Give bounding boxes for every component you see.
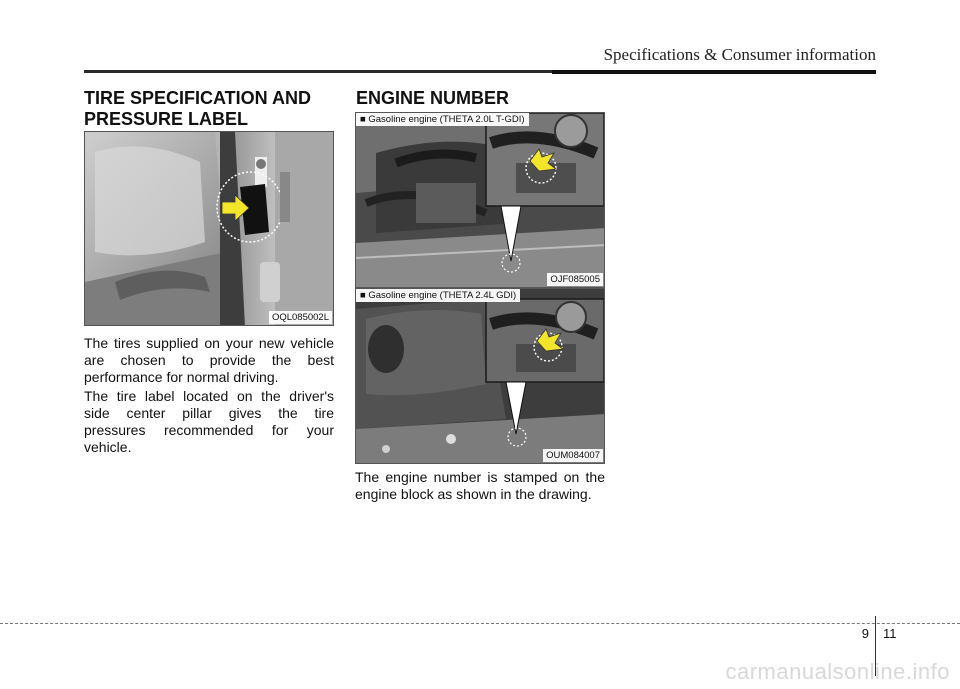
- engine-photo-1-caption: ■ Gasoline engine (THETA 2.0L T-GDI): [356, 113, 529, 126]
- tire-title-line2: PRESSURE LABEL: [84, 109, 249, 129]
- tire-title-line1: TIRE SPECIFICATION AND: [84, 88, 312, 108]
- engine-section-title: ENGINE NUMBER: [356, 88, 510, 108]
- engine-photo-theta-2-0: [355, 112, 605, 288]
- tire-photo-code: OQL085002L: [269, 311, 332, 324]
- footer-rule: [0, 623, 960, 624]
- engine-paragraph: The engine number is stamped on the engine block as shown in the drawing.: [355, 469, 605, 502]
- header-rule: [84, 70, 876, 73]
- tire-paragraph-2: The tire label located on the driver's side center pillar gives the tire pressures recommended for your vehicle.: [84, 388, 334, 455]
- engine-photo-theta-2-4: [355, 288, 605, 464]
- tire-paragraph-1: The tires supplied on your new vehicle are chosen to provide the best performance for normal driving.: [84, 335, 334, 385]
- engine-photo-2-caption: ■ Gasoline engine (THETA 2.4L GDI): [356, 289, 520, 302]
- chapter-number: 9: [861, 626, 869, 641]
- tire-label-photo: [84, 131, 334, 326]
- page-number: 11: [883, 626, 897, 641]
- engine-photo-2-code: OUM084007: [543, 449, 603, 462]
- tire-section-title: [84, 88, 344, 130]
- watermark: carmanualsonline.info: [725, 659, 950, 684]
- header-title: Specifications & Consumer information: [603, 45, 876, 64]
- engine-photo-1-code: OJF085005: [547, 273, 603, 286]
